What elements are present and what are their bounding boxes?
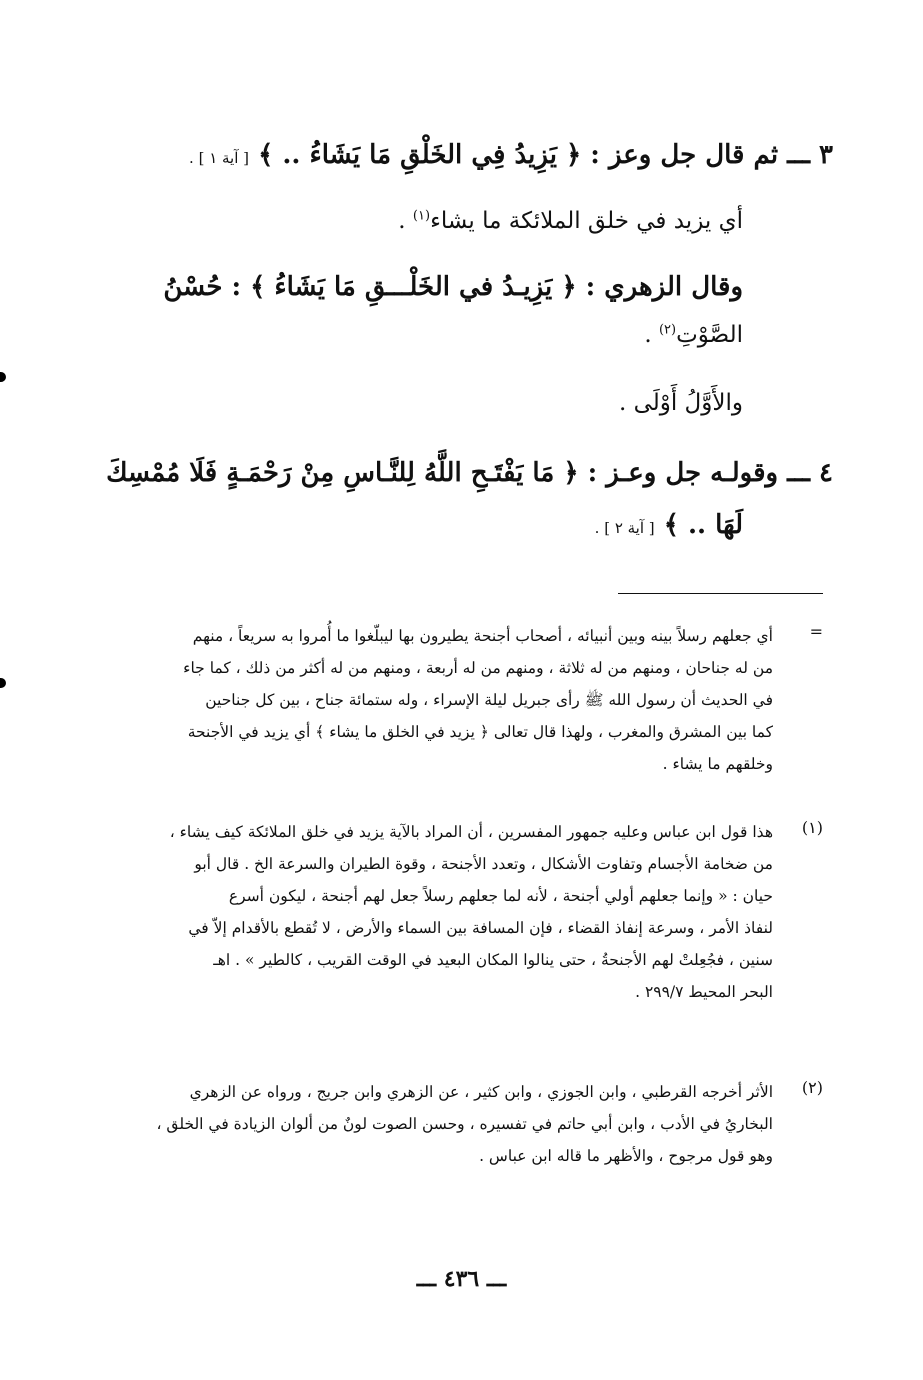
scan-edge-mark: [0, 678, 6, 688]
footnote-1: [76, 816, 773, 1008]
footnote-line: لنفاذ الأمر ، وسرعة إنفاذ القضاء ، فإن المسافة بين السماء والأرض ، لا تُقطع بالأقدام إلاّ في: [188, 919, 773, 937]
footnote-continuation: [76, 620, 773, 780]
main-line-6: [60, 458, 833, 488]
footnote-line: في الحديث أن رسول الله ﷺ رأى جبريل ليلة الإسراء ، وله ستمائة جناح ، بين كل جناحين: [205, 691, 773, 709]
footnote-line: حيان : « وإنما جعلهم أولي أجنحة ، لأنه لما جعلهم رسلاً جعل لهم أجنحة ، ليكون أسرع: [228, 887, 773, 905]
footnote-line: البحر المحيط ٢٩٩/٧ .: [635, 983, 773, 1001]
footnote-line: كما بين المشرق والمغرب ، ولهذا قال تعالى ﴿ يزيد في الخلق ما يشاء ﴾ أي يزيد في الأجنحة: [187, 723, 773, 741]
item-number: ٤ ـــ: [787, 458, 833, 488]
main-line-text: أي يزيد في خلق الملائكة ما يشاء: [430, 208, 743, 234]
footnote-line: الأثر أخرجه القرطبي ، وابن الجوزي ، وابن كثير ، عن الزهري وابن جريج ، ورواه عن الزهري: [189, 1083, 773, 1101]
main-line-3: [60, 272, 743, 302]
main-line-5: [80, 390, 743, 416]
footnote-2: [76, 1076, 773, 1172]
verse-reference: [ آية ١ ] .: [189, 149, 250, 167]
main-line-text: لَهَا .. ﴾: [663, 510, 743, 540]
verse-reference: [ آية ٢ ] .: [594, 519, 655, 537]
footnote-line: وهو قول مرجوح ، والأظهر ما قاله ابن عباس .: [479, 1147, 773, 1165]
main-line-4: [80, 322, 743, 348]
footnote-separator: [618, 593, 823, 594]
footnote-line: من له جناحان ، ومنهم من له ثلاثة ، ومنهم من له أربعة ، ومنهم من له أكثر من ذلك ، كما جاء: [183, 659, 773, 677]
footnote-line: البخاريُ في الأدب ، وابن أبي حاتم في تفسيره ، وحسن الصوت لونٌ من ألوان الزيادة في الخلق ،: [156, 1115, 773, 1133]
footnote-line: أي جعلهم رسلاً بينه وبين أنبيائه ، أصحاب أجنحة يطيرون بها ليبلّغوا ما أُمروا به سريعاً ، منهم: [192, 627, 773, 645]
footnote-line: وخلقهم ما يشاء .: [662, 755, 773, 773]
main-line-text: والأَوَّلُ أَوْلَى .: [618, 390, 743, 416]
main-line-text: الصَّوْتِ: [676, 322, 743, 348]
main-line-end: .: [644, 322, 659, 348]
footnote-marker: (١): [412, 208, 431, 224]
footnote-marker: (٢): [658, 322, 677, 338]
item-number: ٣ ـــ: [787, 140, 833, 170]
footnote-continuation-marker: =: [809, 622, 823, 641]
footnote-line: من ضخامة الأجسام وتفاوت الأشكال ، وتعدد الأجنحة ، وقوة الطيران والسرعة الخ . قال أبو: [194, 855, 773, 873]
footnote-2-marker: (٢): [801, 1078, 823, 1097]
footnote-1-marker: (١): [801, 818, 823, 837]
main-line-2: [80, 208, 743, 234]
page-number: ـــ ٤٣٦ ـــ: [416, 1266, 507, 1292]
footnote-line: سنين ، فجُعِلتْ لهم الأجنحةُ ، حتى ينالوا المكان البعيد في الوقت القريب ، كالطير » . اهـ: [213, 951, 773, 969]
main-line-text: وقال الزهري : ﴿ يَزِيـدُ في الخَلْـــقِ مَا يَشَاءُ ﴾ : حُسْنُ: [163, 272, 743, 302]
main-line-end: .: [398, 208, 413, 234]
main-line-text: ثم قال جل وعز : ﴿ يَزِيدُ فِي الخَلْقِ مَا يَشَاءُ .. ﴾: [258, 140, 779, 170]
main-line-1: [80, 140, 833, 170]
main-line-7: [80, 510, 743, 540]
footnote-line: هذا قول ابن عباس وعليه جمهور المفسرين ، أن المراد بالآية يزيد في خلق الملائكة كيف يشاء ،: [169, 823, 773, 841]
main-line-text: وقولـه جل وعـز : ﴿ مَا يَفْتَـحِ اللَّهُ لِلنَّـاسِ مِنْ رَحْمَـةٍ فَلَا مُمْسِكَ: [106, 458, 779, 488]
scan-edge-mark: [0, 372, 6, 382]
